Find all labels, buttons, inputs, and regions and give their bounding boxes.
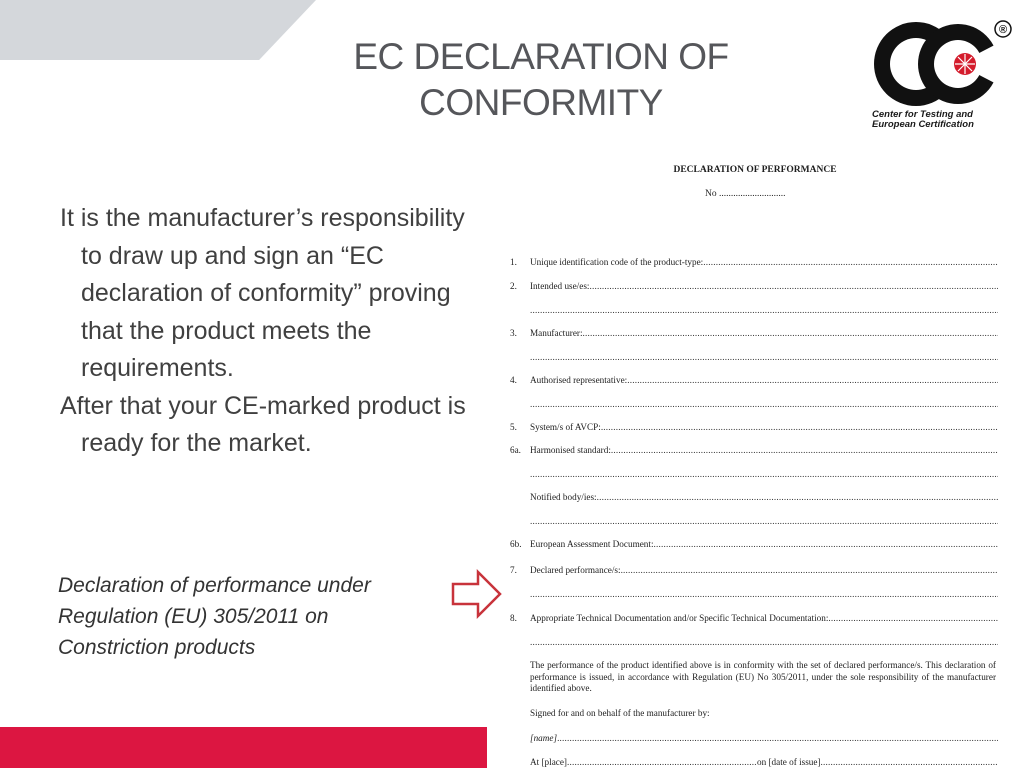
form-row-number: 1. [510,257,517,267]
form-row-name [530,732,998,744]
form-row-number: 8. [510,613,517,623]
form-row-number: 6a. [510,445,521,455]
signed-on-behalf: Signed for and on behalf of the manufacturer by: [530,708,710,718]
declaration-of-performance-form [500,150,1010,768]
form-row-8-continued [510,636,998,648]
slide-title [300,34,782,126]
form-row-label: System/s of AVCP: [530,422,601,432]
form-row-label: Authorised representative: [530,375,628,385]
logo-caption-line-2: European Certification [872,119,974,130]
body-paragraph-ce-marked: After that your CE-marked product is ready for the market. [60,391,466,457]
form-row-place-date [530,756,998,768]
form-row-number [510,588,530,600]
form-row-number: 7. [510,565,517,575]
form-number: No ............................ [705,189,786,199]
logo-caption-line-1: Center for Testing and [872,109,973,120]
form-row-label: Intended use/es: [530,281,590,291]
form-row-number: 4. [510,375,517,385]
form-row-number [510,636,530,648]
form-row-7-continued [510,588,998,600]
form-row-number [510,468,530,480]
form-row-notified-body-continued [510,515,998,527]
form-row-notified-body [510,491,998,503]
form-row-6a-continued [510,468,998,480]
form-row-number: 6b. [510,539,522,549]
slide-title-line-1: EC DECLARATION OF [353,36,729,77]
form-row-label: European Assessment Document: [530,539,654,549]
form-row-6b [510,538,998,550]
form-row-label: Harmonised standard: [530,445,611,455]
logo-caption [872,110,1012,130]
form-row-number: 5. [510,422,517,432]
form-row-number [510,398,530,410]
footer-accent-bar [0,727,487,768]
dop-caption-line-1: Declaration of performance under [58,574,371,597]
form-row-number [510,304,530,316]
name-label: [name] [530,733,558,743]
form-row-8 [510,612,998,624]
form-row-label: Unique identification code of the product-type: [530,257,704,267]
form-row-label: Notified body/ies: [530,492,597,502]
dop-caption-line-2: Regulation (EU) 305/2011 on [58,605,329,628]
dop-caption [58,570,458,663]
form-row-4 [510,374,998,386]
registered-mark: ® [998,24,1008,36]
form-title: DECLARATION OF PERFORMANCE [673,165,837,175]
form-row-number [510,515,530,527]
form-row-4-continued [510,398,998,410]
form-row-7 [510,564,998,576]
body-paragraph-responsibility: It is the manufacturer’s responsibility to draw up and sign an “EC declaration of conformity” proving that the product meets the requirements. [60,204,465,382]
form-row-number: 3. [510,328,517,338]
body-text [60,200,490,463]
conformity-statement: The performance of the product identified above is in conformity with the set of declared performance/s. This declaration of performance is issued, in accordance with Regulation (EU) No 305/2011, under the sole responsibility of the manufacturer identified above. [530,660,996,693]
place-label: At [place] [530,757,567,767]
date-label: on [date of issue] [756,757,821,767]
form-row-label: Declared performance/s: [530,565,621,575]
header-decoration-band [0,0,316,60]
form-row-3 [510,327,998,339]
form-row-number [510,351,530,363]
form-row-label: Appropriate Technical Documentation and/or Specific Technical Documentation: [530,613,829,623]
form-row-3-continued [510,351,998,363]
form-row-5 [510,421,998,433]
form-row-label: Manufacturer: [530,328,583,338]
arrow-right-icon [450,568,504,620]
form-row-2 [510,280,998,292]
form-row-1 [510,256,998,268]
form-row-2-continued [510,304,998,316]
slide-title-line-2: CONFORMITY [419,82,663,123]
form-row-number: 2. [510,281,517,291]
form-row-number [510,491,530,503]
dop-caption-line-3: Constriction products [58,636,256,659]
form-row-6a [510,444,998,456]
